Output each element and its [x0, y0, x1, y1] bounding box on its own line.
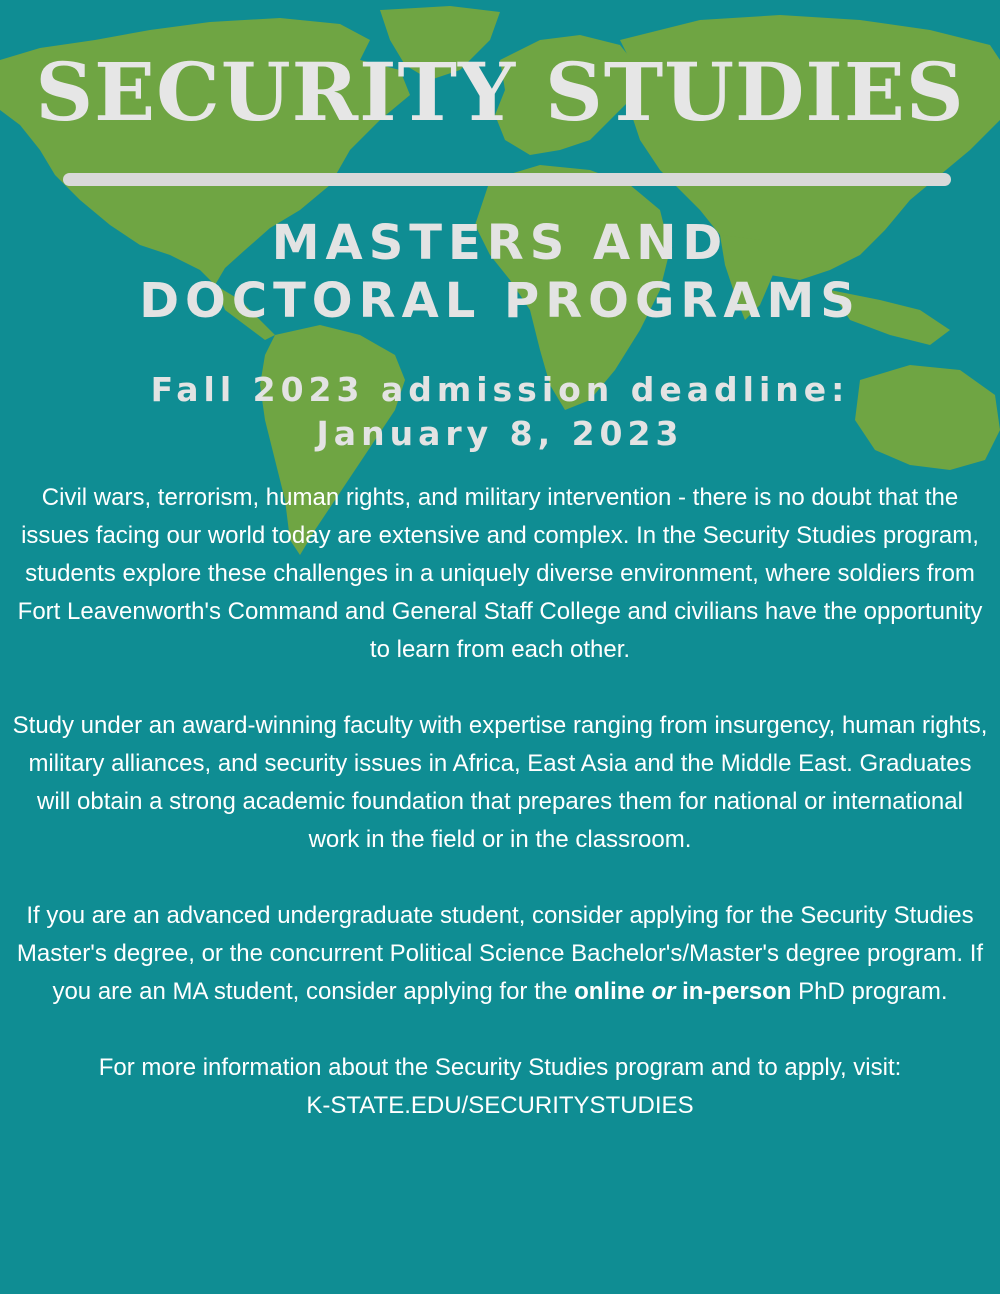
phd-program-text: PhD program.	[791, 978, 948, 1005]
title-divider	[63, 173, 951, 186]
website-link[interactable]: K-STATE.EDU/SECURITYSTUDIES	[306, 1092, 694, 1119]
more-info-paragraph	[10, 1049, 990, 1125]
in-person-emphasis: in-person	[682, 978, 792, 1005]
faculty-paragraph: Study under an award-winning faculty with expertise ranging from insurgency, human rights, military alliances, and security issues in Africa, East Asia and the Middle East. Graduates will obtain a strong academic foundation that prepares them for national or international work in the field or in the classroom.	[12, 712, 988, 853]
intro-paragraph: Civil wars, terrorism, human rights, and military intervention - there is no doubt that the issues facing our world today are extensive and complex. In the Security Studies program, students explore these challenges in a uniquely diverse environment, where soldiers from Fort Leavenworth's Command and General Staff College and civilians have the opportunity to learn from each other.	[17, 484, 983, 663]
applicants-text: If you are an advanced undergraduate student, consider applying for the Security Studies Master's degree, or the concurrent Political Science Bachelor's/Master's degree program. If you are an MA student, consider applying for the	[16, 902, 984, 1005]
online-emphasis: online	[574, 978, 645, 1005]
or-emphasis: or	[651, 978, 676, 1005]
deadline-line-2: January 8, 2023	[316, 414, 684, 453]
page-title: SECURITY STUDIES	[35, 45, 965, 139]
applicants-paragraph	[10, 897, 990, 1011]
program-subtitle	[0, 214, 1000, 330]
admission-deadline	[0, 368, 1000, 456]
deadline-line-1: Fall 2023 admission deadline:	[150, 370, 850, 409]
subtitle-line-1: MASTERS AND	[271, 215, 729, 271]
subtitle-line-2: DOCTORAL PROGRAMS	[139, 273, 861, 329]
more-info-text: For more information about the Security Studies program and to apply, visit:	[98, 1054, 902, 1081]
body-text	[10, 479, 990, 1125]
